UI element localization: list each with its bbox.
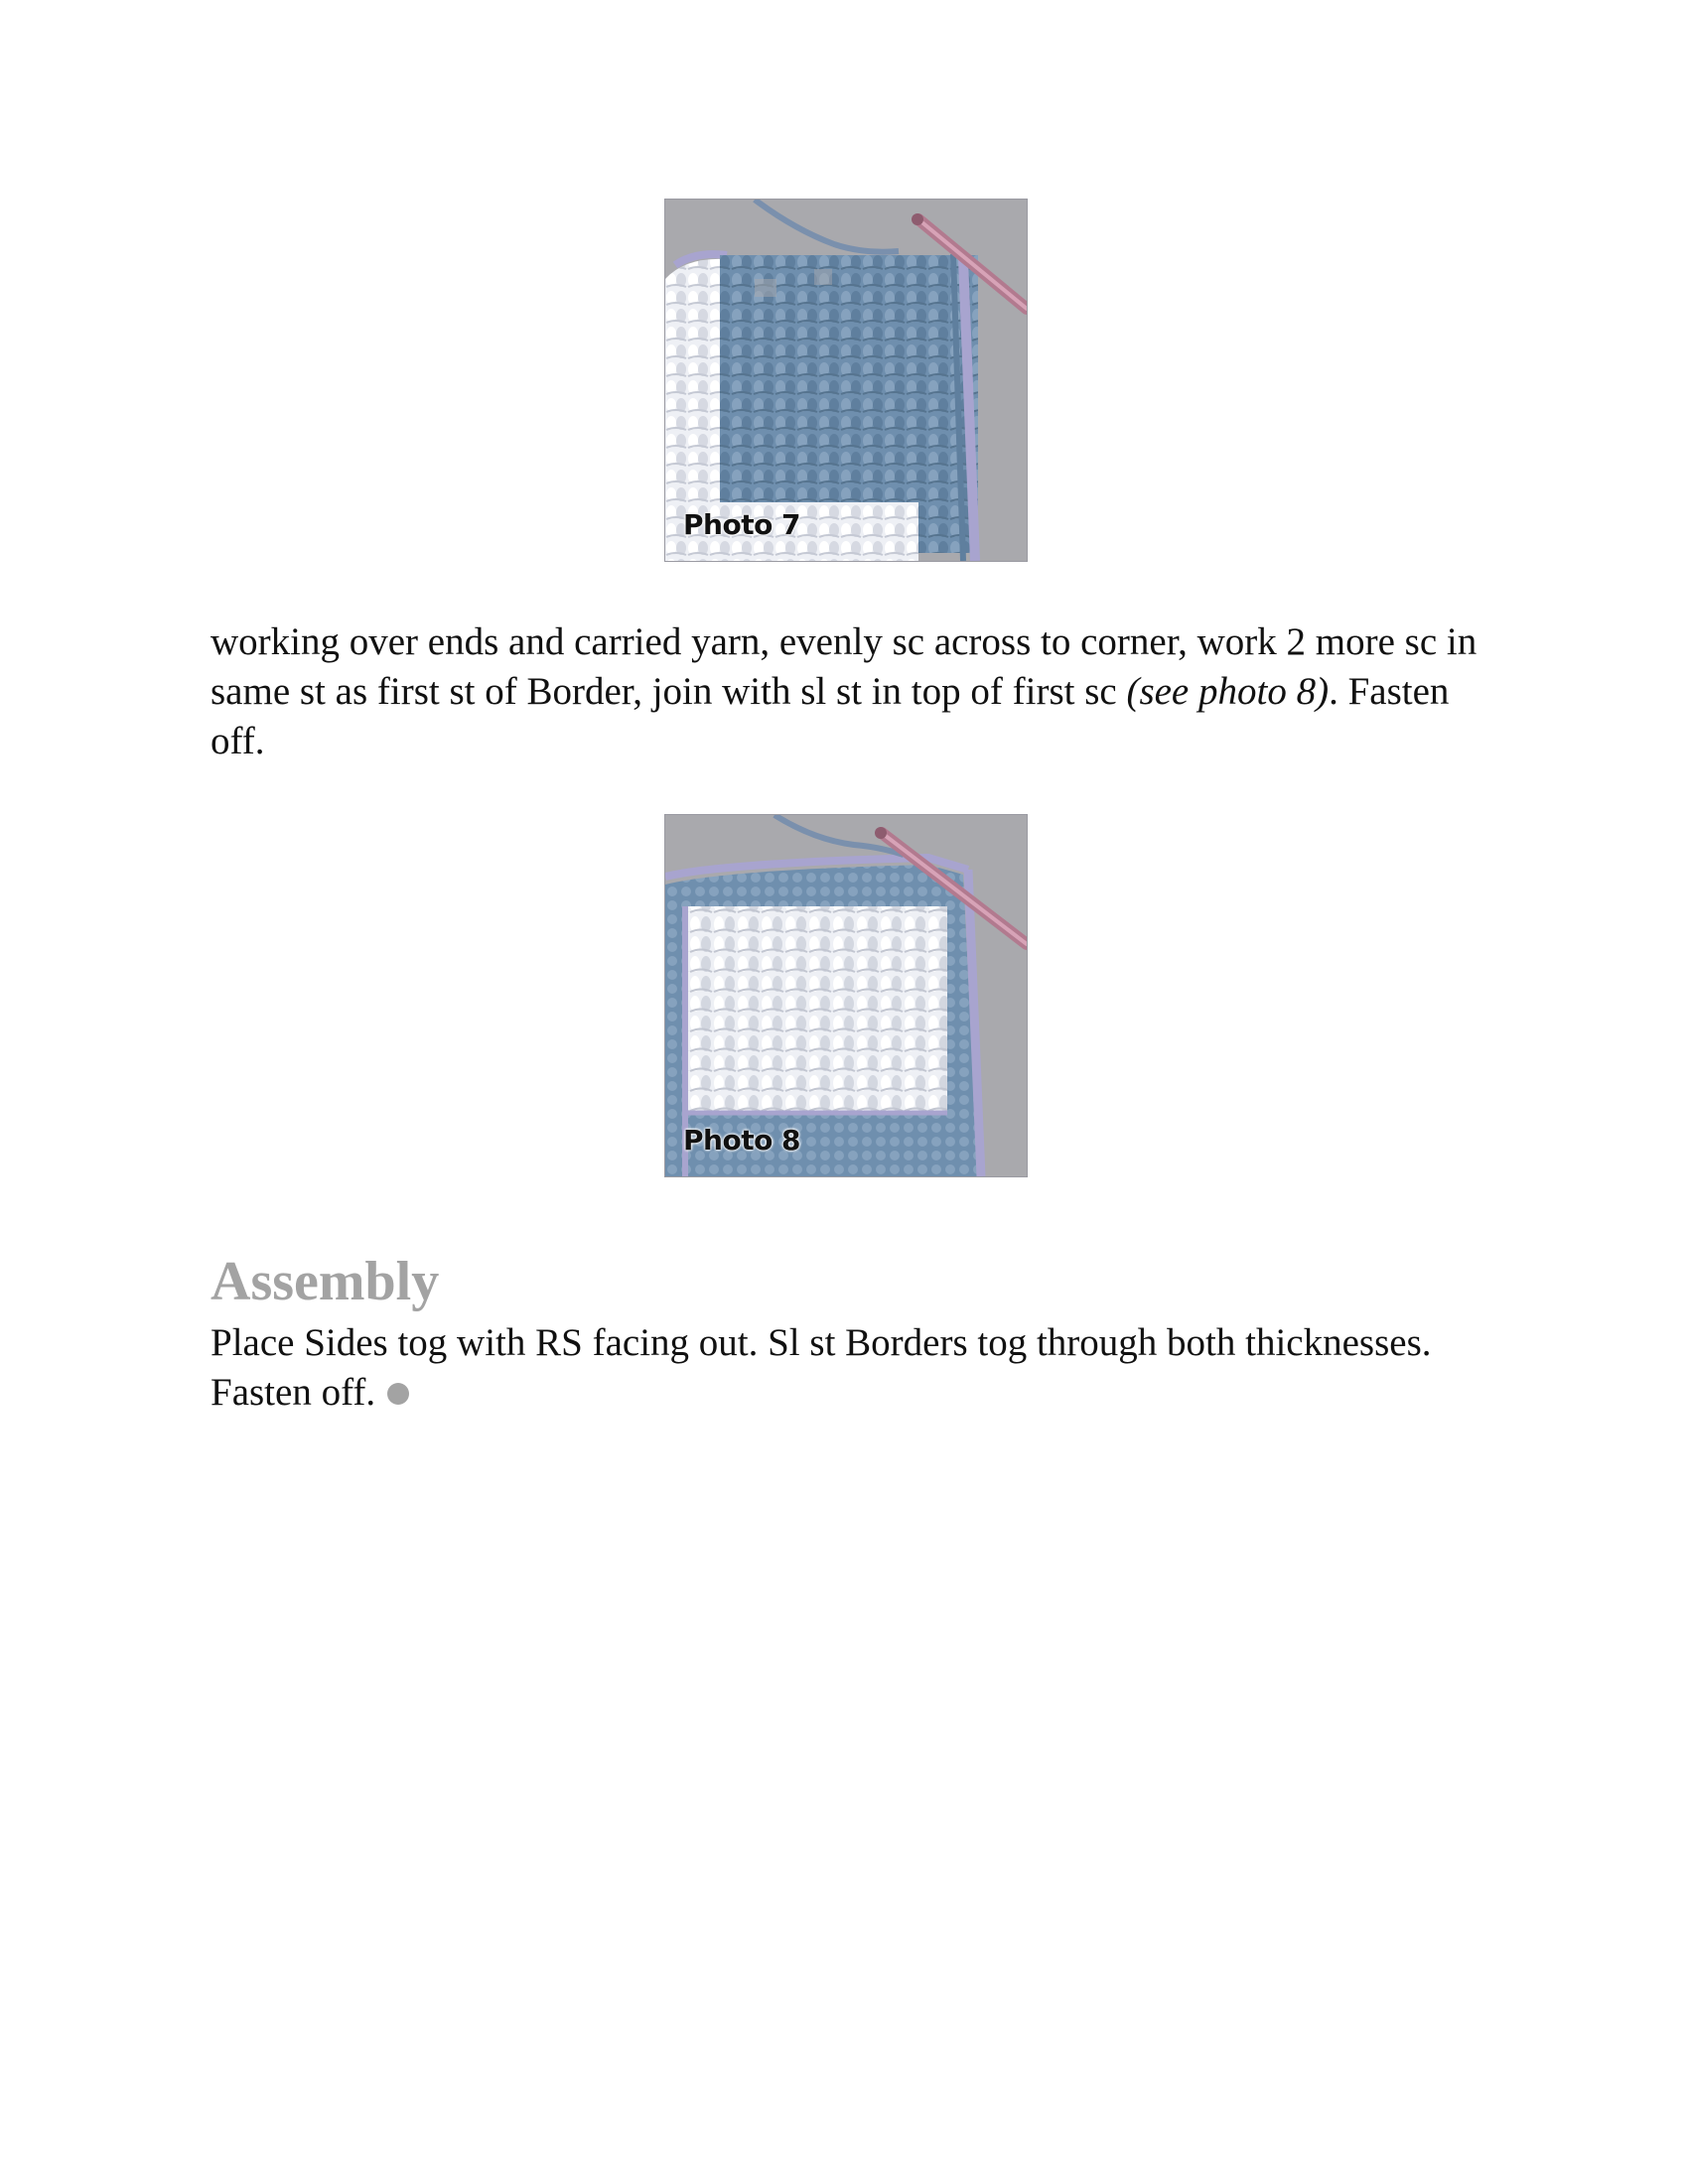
photo-label: Photo 7: [683, 508, 801, 541]
assembly-text: Place Sides tog with RS facing out. Sl st Borders tog through both thicknesses. Fasten off.: [211, 1321, 1432, 1414]
crochet-swatch-photo-7-image: [665, 200, 1027, 561]
crochet-swatch-photo-8-image: [665, 815, 1027, 1176]
photo-label: Photo 8: [683, 1124, 801, 1157]
assembly-paragraph: [211, 1318, 1501, 1418]
end-of-pattern-dot-icon: [387, 1383, 409, 1405]
photo-reference: (see photo 8): [1126, 670, 1330, 713]
assembly-heading: Assembly: [211, 1251, 440, 1312]
instruction-text-end: . Fasten off.: [211, 670, 1450, 762]
instruction-text: working over ends and carried yarn, evenly sc across to corner, work 2 more sc in same st as first st of Border, join with sl st in top of first sc: [211, 620, 1477, 713]
photo-7: [664, 199, 1028, 562]
instruction-paragraph: [211, 617, 1501, 766]
photo-8: [664, 814, 1028, 1177]
